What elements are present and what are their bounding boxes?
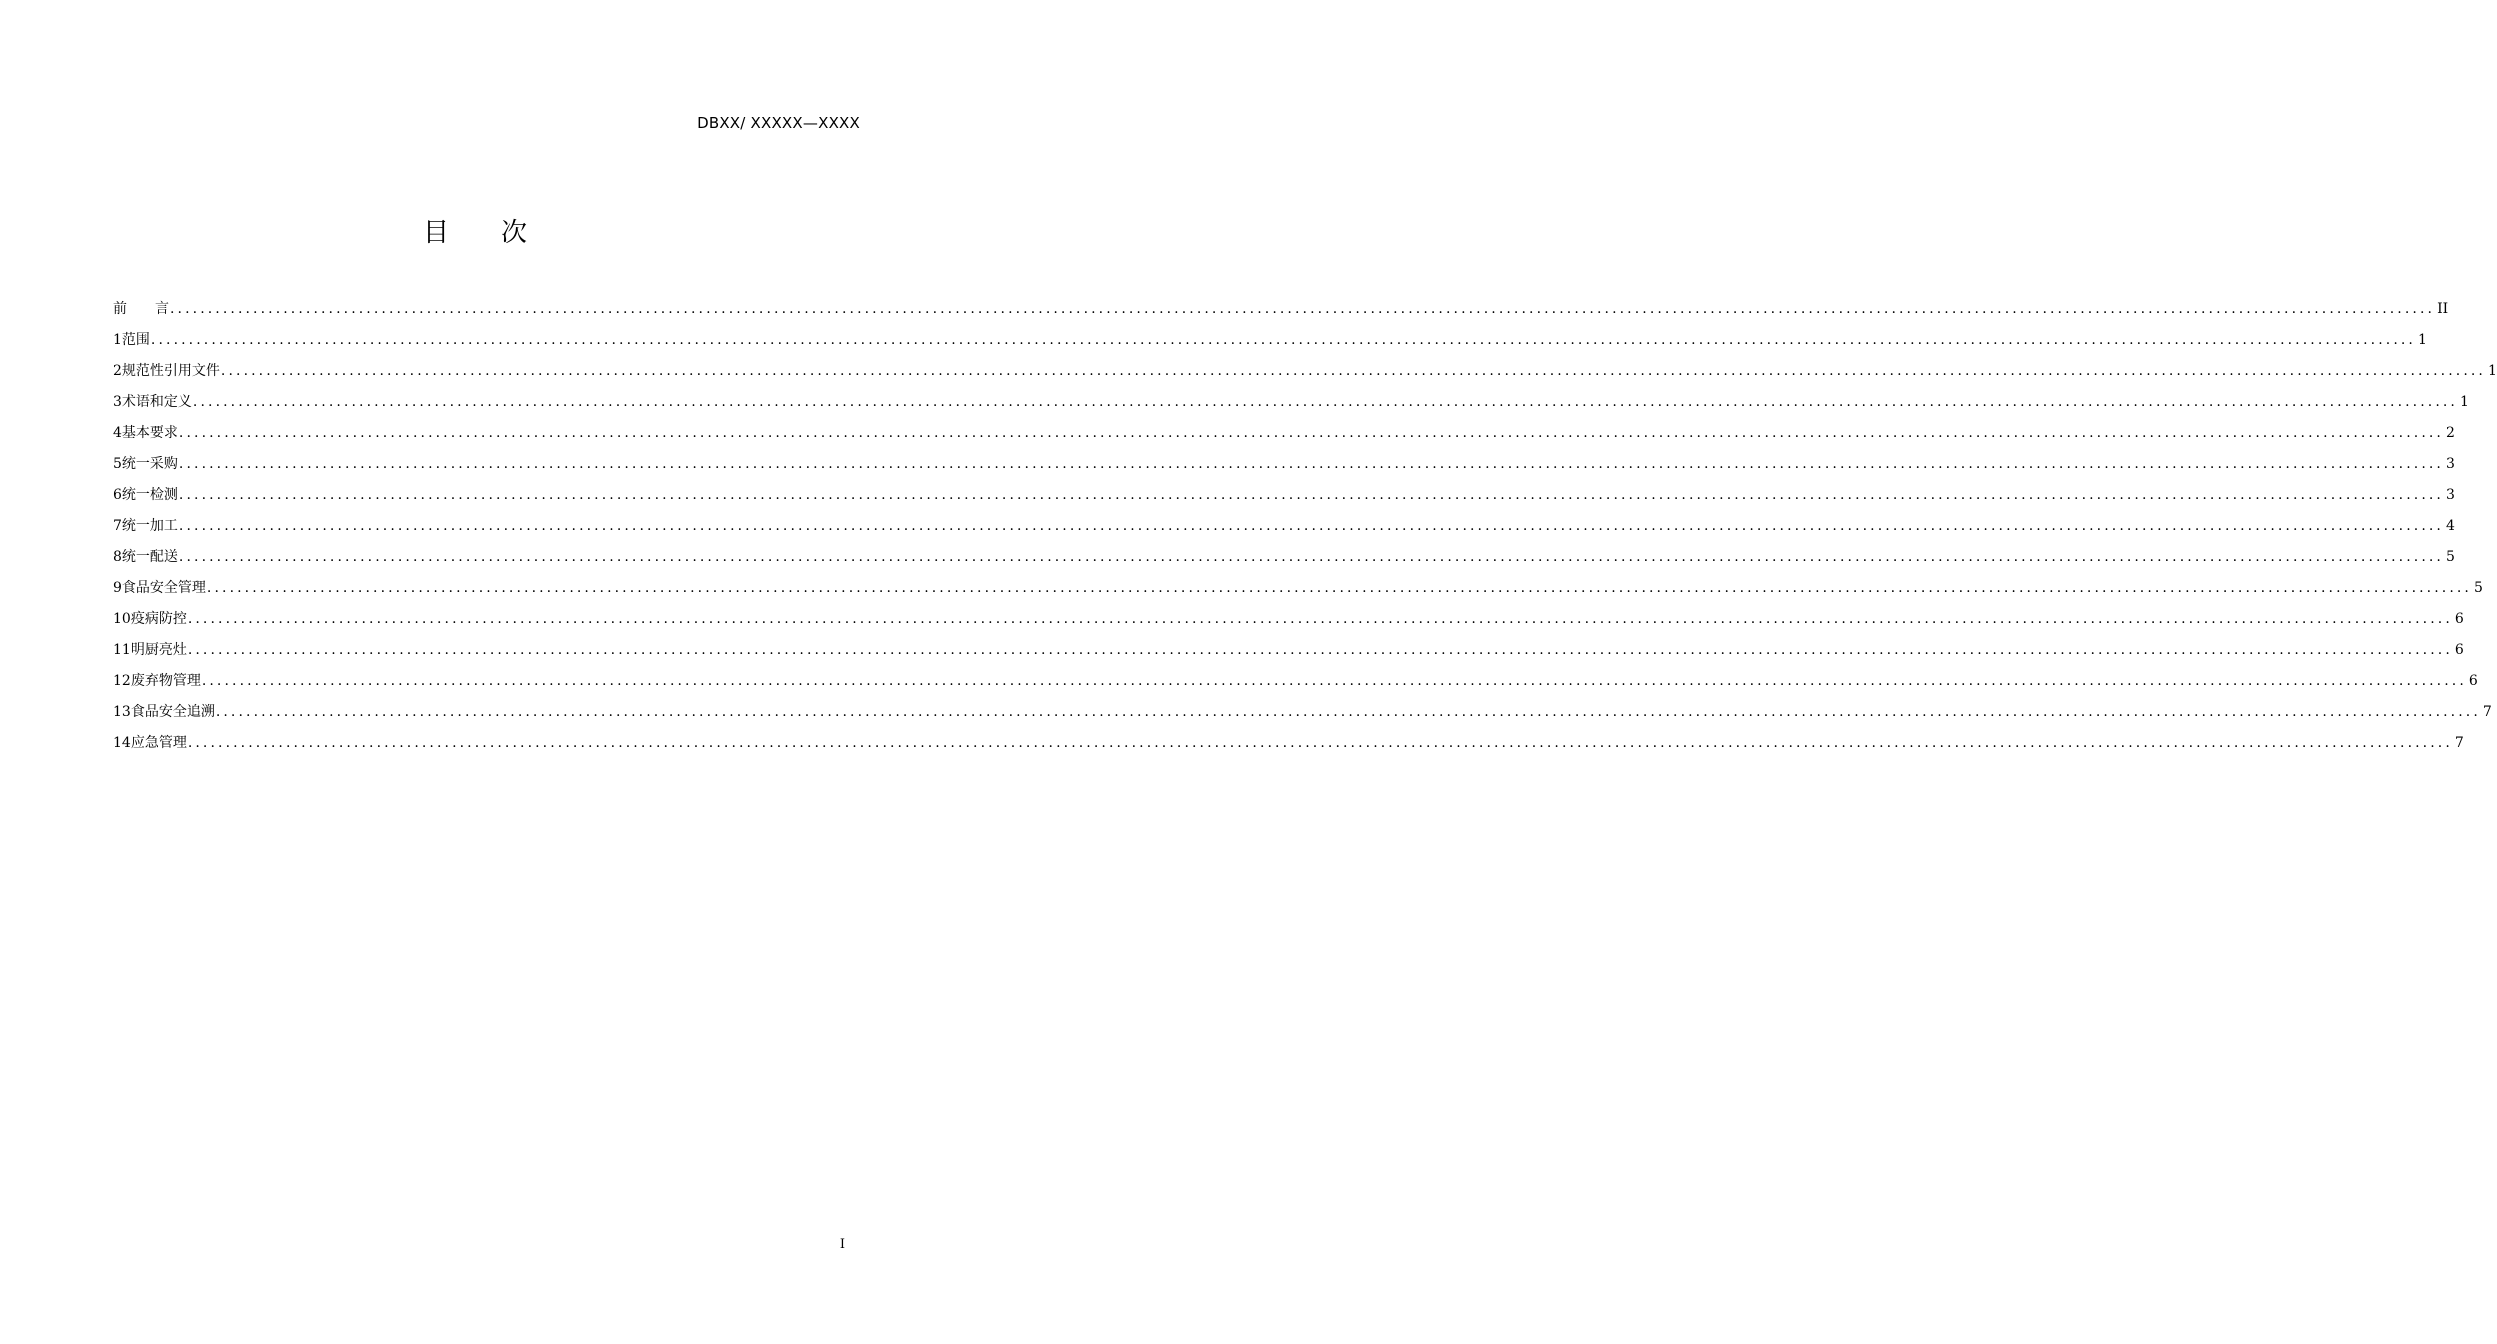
toc-dot-leader: ............................................................................................................................................................................................................................................................................................................	[215, 704, 2481, 720]
toc-title	[0, 212, 950, 249]
toc-dot-leader: ............................................................................................................................................................................................................................................................................................................	[187, 735, 2453, 751]
toc-entry[interactable]	[113, 546, 2455, 577]
toc-entry-number: 10	[113, 611, 131, 627]
toc-entry[interactable]	[113, 639, 2464, 670]
toc-dot-leader: ............................................................................................................................................................................................................................................................................................................	[178, 456, 2444, 472]
toc-entry-title: 食品安全管理	[121, 580, 206, 596]
toc-entry-page: 6	[2454, 611, 2464, 627]
toc-entry-number: 4	[113, 425, 122, 441]
toc-entry-title: 统一采购	[121, 456, 178, 472]
toc-entry-title: 食品安全追溯	[130, 704, 215, 720]
toc-entry-page: 3	[2445, 456, 2455, 472]
toc-list	[113, 298, 2497, 763]
toc-entry-number: 11	[113, 642, 131, 658]
toc-entry-number: 6	[113, 487, 122, 503]
toc-dot-leader: ............................................................................................................................................................................................................................................................................................................	[178, 518, 2444, 534]
toc-dot-leader: ............................................................................................................................................................................................................................................................................................................	[187, 611, 2453, 627]
toc-entry[interactable]	[113, 298, 2449, 329]
toc-dot-leader: ............................................................................................................................................................................................................................................................................................................	[150, 332, 2416, 348]
toc-title-char: 目	[422, 218, 449, 248]
toc-entry[interactable]	[113, 484, 2455, 515]
toc-entry-title: 统一配送	[121, 549, 178, 565]
toc-dot-leader: ............................................................................................................................................................................................................................................................................................................	[178, 487, 2444, 503]
toc-entry-page: 1	[2459, 394, 2469, 410]
toc-entry-title: 基本要求	[121, 425, 178, 441]
toc-entry[interactable]	[113, 391, 2469, 422]
toc-entry[interactable]	[113, 701, 2492, 732]
toc-entry-page: 5	[2445, 549, 2455, 565]
toc-entry-page: 6	[2454, 642, 2464, 658]
toc-entry-number: 1	[113, 332, 122, 348]
toc-entry-page: 2	[2445, 425, 2455, 441]
toc-dot-leader: ............................................................................................................................................................................................................................................................................................................	[178, 425, 2444, 441]
toc-entry-title: 术语和定义	[121, 394, 192, 410]
toc-entry-page: 7	[2454, 735, 2464, 751]
toc-entry[interactable]	[113, 577, 2483, 608]
toc-entry-number: 2	[113, 363, 122, 379]
toc-entry-page: 1	[2487, 363, 2497, 379]
toc-entry-title: 废弃物管理	[130, 673, 201, 689]
page-number: I	[839, 1237, 845, 1252]
toc-entry-number: 12	[113, 673, 131, 689]
toc-entry-page: II	[2437, 301, 2449, 317]
toc-entry[interactable]	[113, 608, 2464, 639]
toc-dot-leader: ............................................................................................................................................................................................................................................................................................................	[178, 549, 2444, 565]
toc-entry[interactable]	[113, 329, 2427, 360]
toc-entry-number: 7	[113, 518, 122, 534]
toc-dot-leader: ............................................................................................................................................................................................................................................................................................................	[201, 673, 2467, 689]
toc-entry-number: 14	[113, 735, 131, 751]
toc-entry-title: 明厨亮灶	[130, 642, 187, 658]
toc-entry-title: 规范性引用文件	[121, 363, 220, 379]
toc-dot-leader: ............................................................................................................................................................................................................................................................................................................	[192, 394, 2458, 410]
toc-dot-leader: ............................................................................................................................................................................................................................................................................................................	[187, 642, 2453, 658]
toc-dot-leader: ............................................................................................................................................................................................................................................................................................................	[220, 363, 2486, 379]
toc-entry-page: 4	[2445, 518, 2455, 534]
toc-entry[interactable]	[113, 453, 2455, 484]
toc-entry[interactable]	[113, 422, 2455, 453]
toc-entry-page: 6	[2468, 673, 2478, 689]
toc-entry-number: 3	[113, 394, 122, 410]
toc-entry-title: 应急管理	[130, 735, 187, 751]
toc-entry-number: 5	[113, 456, 122, 472]
toc-entry-page: 1	[2417, 332, 2427, 348]
toc-dot-leader: ............................................................................................................................................................................................................................................................................................................	[206, 580, 2472, 596]
toc-entry-title: 前 言	[113, 301, 169, 317]
toc-entry-page: 5	[2473, 580, 2483, 596]
toc-entry-number: 8	[113, 549, 122, 565]
toc-title-char: 次	[501, 218, 528, 248]
standard-code: DBXX/ XXXXX—XXXX	[697, 114, 860, 132]
toc-entry-page: 3	[2445, 487, 2455, 503]
toc-entry-title: 统一加工	[121, 518, 178, 534]
toc-entry-number: 9	[113, 580, 122, 596]
toc-entry[interactable]	[113, 670, 2478, 701]
toc-entry-number: 13	[113, 704, 131, 720]
toc-entry[interactable]	[113, 360, 2497, 391]
toc-entry-title: 范围	[121, 332, 150, 348]
toc-dot-leader: ............................................................................................................................................................................................................................................................................................................	[170, 301, 2436, 317]
toc-entry-title: 疫病防控	[130, 611, 187, 627]
toc-entry-title: 统一检测	[121, 487, 178, 503]
toc-entry-page: 7	[2482, 704, 2492, 720]
toc-entry[interactable]	[113, 515, 2455, 546]
toc-entry[interactable]	[113, 732, 2464, 763]
